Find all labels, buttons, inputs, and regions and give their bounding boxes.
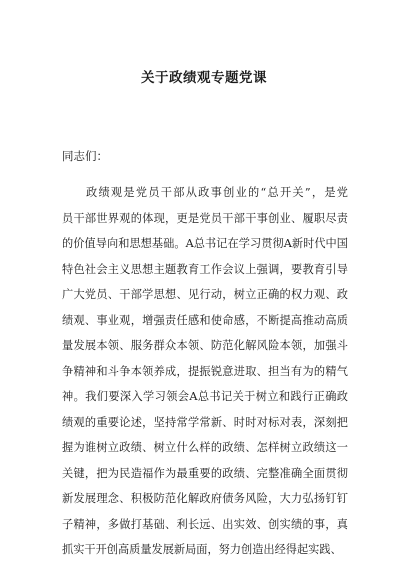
document-title: 关于政绩观专题党课 (141, 70, 267, 86)
paragraph-line: 的价值导向和思想基础。A总书记在学习贯彻A新时代中国 (62, 237, 348, 250)
paragraph-line: 神。我们要深入学习领会A总书记关于树立和践行正确政 (62, 390, 348, 403)
paragraph-line: 子精神，多做打基础、利长远、出实效、创实绩的事，真 (62, 517, 348, 531)
paragraph-line: 员干部世界观的体现，更是党员干部干事创业、履职尽责 (62, 211, 348, 225)
paragraph-line: 新发展理念、积极防范化解政府债务风险，大力弘扬钉钉 (62, 492, 348, 505)
paragraph-line: 绩观的重要论述，坚持常学常新、时时对标对表，深刻把 (62, 415, 348, 429)
paragraph-line: 绩观、事业观，增强责任感和使命感，不断提高推动高质 (62, 313, 348, 327)
salutation: 同志们： (62, 149, 108, 163)
paragraph-line: 政绩观是党员干部从政事创业的“总开关”，是党 (86, 186, 348, 199)
paragraph-line: 争精神和斗争本领养成，提振锐意进取、担当有为的精气 (62, 364, 348, 378)
paragraph-line: 抓实干开创高质量发展新局面，努力创造出经得起实践、 (62, 543, 342, 556)
paragraph-line: 量发展本领、服务群众本领、防范化解风险本领，加强斗 (62, 339, 348, 352)
paragraph-line: 握为谁树立政绩、树立什么样的政绩、怎样树立政绩这一 (62, 441, 348, 454)
paragraph-line: 特色社会主义思想主题教育工作会议上强调，要教育引导 (62, 262, 348, 276)
paragraph-line: 关键，把为民造福作为最重要的政绩、完整准确全面贯彻 (62, 466, 348, 480)
paragraph-line: 广大党员、干部学思想、见行动，树立正确的权力观、政 (62, 288, 348, 301)
